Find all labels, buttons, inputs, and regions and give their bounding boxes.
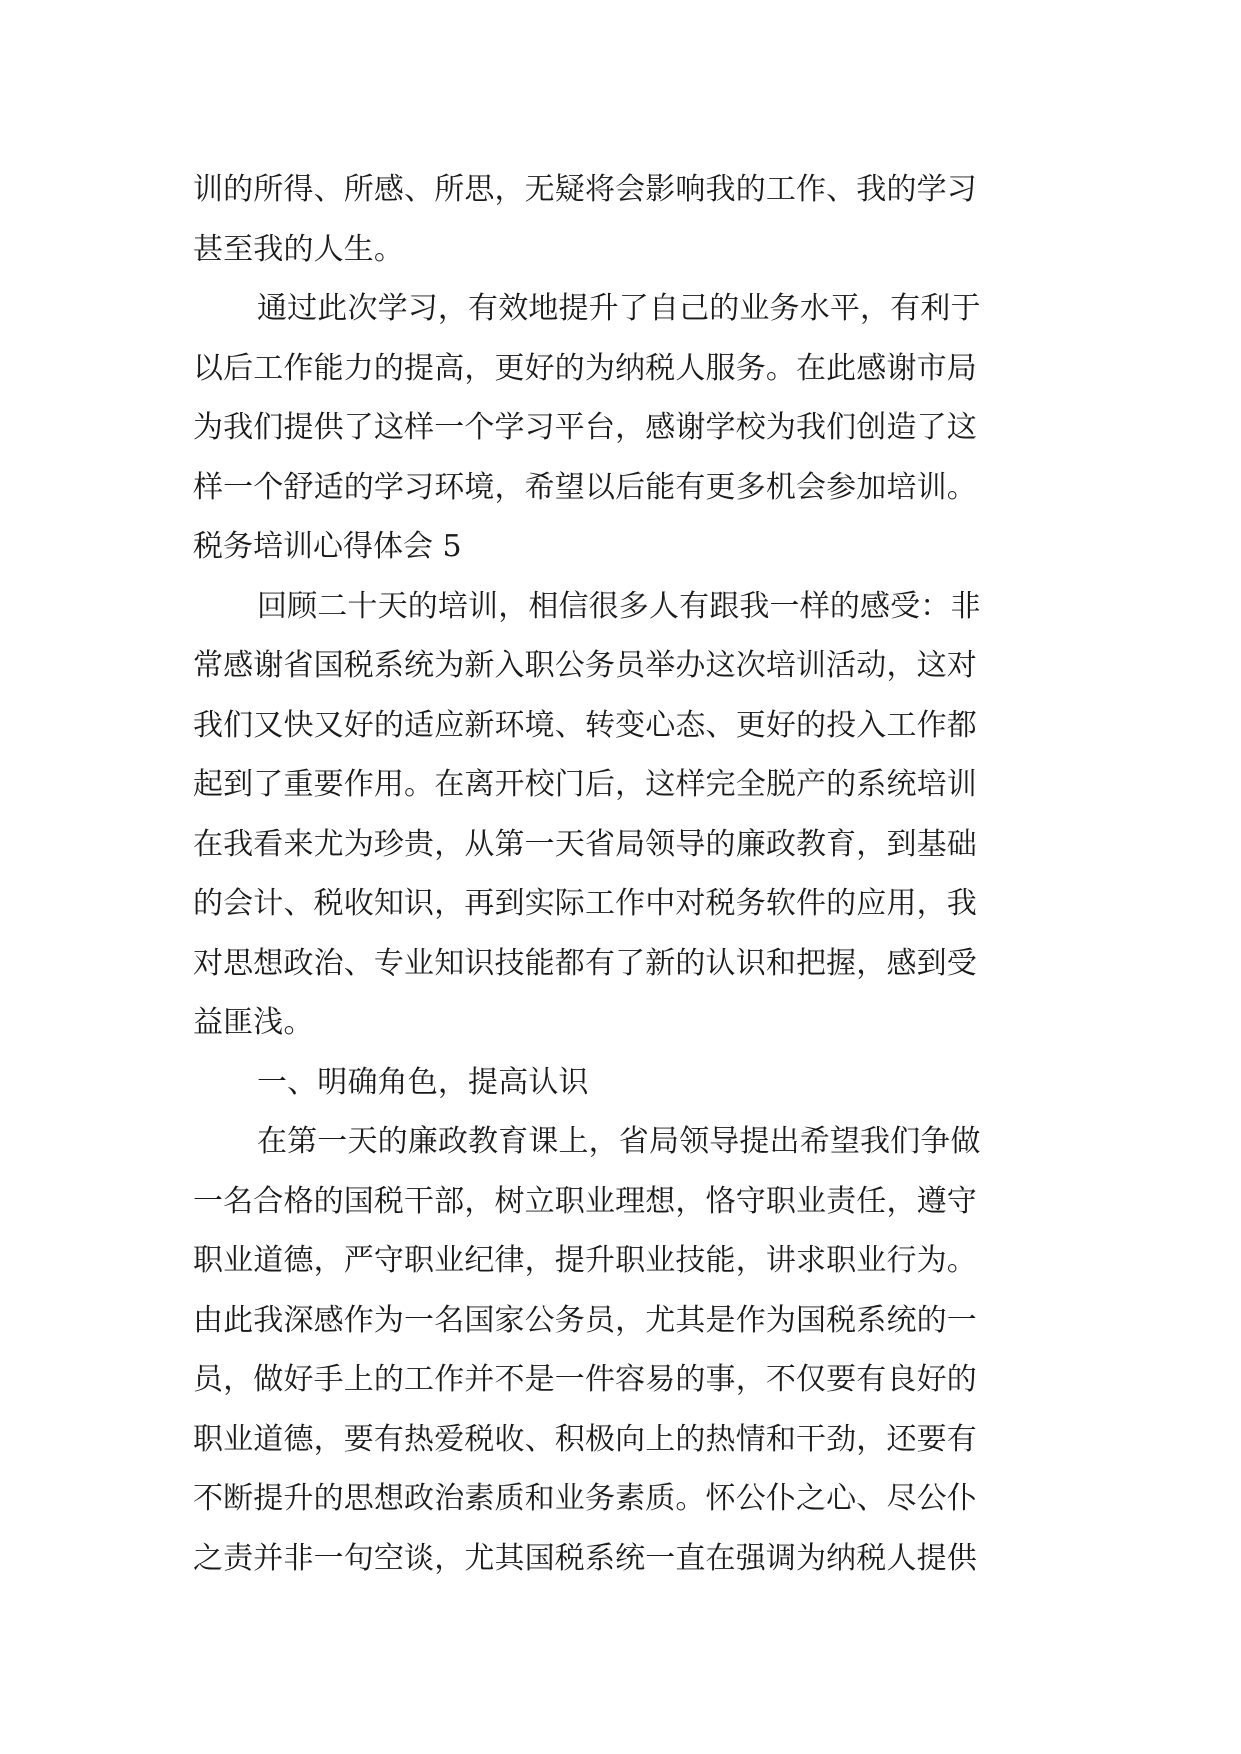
text-line: 对思想政治、专业知识技能都有了新的认识和把握，感到受	[193, 945, 977, 981]
text-line: 常感谢省国税系统为新入职公务员举办这次培训活动，这对	[193, 648, 977, 683]
text-line: 训的所得、所感、所思，无疑将会影响我的工作、我的学习	[193, 172, 977, 207]
text-line: 样一个舒适的学习环境，希望以后能有更多机会参加培训。	[193, 469, 977, 505]
document-body	[193, 160, 1058, 1588]
text-line: 我们又快又好的适应新环境、转变心态、更好的投入工作都	[193, 707, 977, 743]
text-line: 甚至我的人生。	[193, 231, 405, 267]
text-line: 职业道德，严守职业纪律，提升职业技能，讲求职业行为。	[193, 1243, 977, 1278]
text-line: 的会计、税收知识，再到实际工作中对税务软件的应用，我	[193, 886, 977, 921]
text-line: 以后工作能力的提高，更好的为纳税人服务。在此感谢市局	[193, 350, 977, 386]
subsection-heading: 一、明确角色，提高认识	[257, 1064, 589, 1100]
text-line: 益匪浅。	[193, 1005, 314, 1040]
text-line: 职业道德，要有热爱税收、积极向上的热情和干劲，还要有	[193, 1421, 977, 1457]
paragraph-start-line: 回顾二十天的培训，相信很多人有跟我一样的感受：非	[257, 588, 981, 624]
text-line: 一名合格的国税干部，树立职业理想，恪守职业责任，遵守	[193, 1183, 977, 1219]
text-line: 不断提升的思想政治素质和业务素质。怀公仆之心、尽公仆	[193, 1481, 977, 1516]
text-line: 起到了重要作用。在离开校门后，这样完全脱产的系统培训	[193, 767, 977, 802]
paragraph-start-line: 在第一天的廉政教育课上，省局领导提出希望我们争做	[257, 1124, 981, 1159]
section-heading: 税务培训心得体会 5	[193, 529, 462, 564]
text-line: 由此我深感作为一名国家公务员，尤其是作为国税系统的一	[193, 1302, 977, 1338]
paragraph-start-line: 通过此次学习，有效地提升了自己的业务水平，有利于	[257, 291, 981, 326]
text-line: 员，做好手上的工作并不是一件容易的事，不仅要有良好的	[193, 1362, 977, 1397]
text-line: 在我看来尤为珍贵，从第一天省局领导的廉政教育，到基础	[193, 826, 977, 862]
text-line: 为我们提供了这样一个学习平台，感谢学校为我们创造了这	[193, 410, 977, 445]
text-line: 之责并非一句空谈，尤其国税系统一直在强调为纳税人提供	[193, 1540, 977, 1576]
